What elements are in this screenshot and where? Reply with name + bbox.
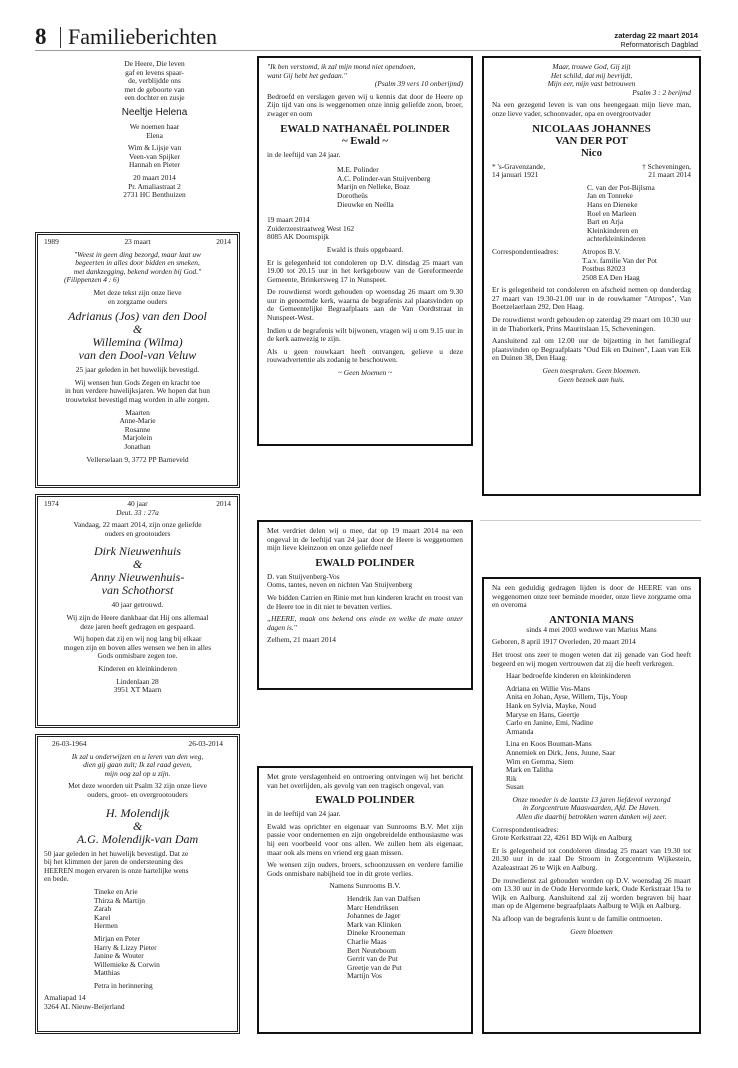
deceased-name: VAN DER POT xyxy=(555,134,628,147)
after-text: Na afloop van de begrafenis kunt u de familie ontmoeten. xyxy=(492,914,663,923)
closing-line: Geen bezoek aan huis. xyxy=(558,374,625,384)
child-name: Rosanne xyxy=(124,424,151,434)
wish-line: trouwtekst bevestigd mag worden in alle zorgen. xyxy=(65,394,210,404)
family-name: Marijn en Nelleke, Boaz xyxy=(337,182,410,192)
corr-label: Correspondentieadres: xyxy=(492,246,559,256)
comfort-text: Het troost ons zeer te mogen weten dat zij genade van God heeft begeerd en wij mogen vertrouwen dat zij die heeft verkregen. xyxy=(492,649,691,668)
family-name: Mark en Talitha xyxy=(506,765,553,775)
address-line: Vellerselaan 9, 3772 PP Barneveld xyxy=(86,454,189,464)
family-name: M.E. Polinder xyxy=(337,165,379,175)
widow-line: sinds 4 mei 2003 weduwe van Marius Mans xyxy=(526,624,657,634)
text-line: bij het klimmen der jaren de ondersteuning des xyxy=(44,857,183,867)
family-name: Carlo en Janine, Emi, Nadine xyxy=(506,718,594,728)
couple-name: H. Molendijk xyxy=(105,805,170,820)
family-name: Janine & Wouter xyxy=(94,951,144,961)
family-name: Zarah xyxy=(94,904,112,914)
bible-quote xyxy=(44,251,231,277)
home-line: Ewald is thuis opgebaard. xyxy=(326,244,404,254)
quote-line: Maar, trouwe God, Gij zijt xyxy=(552,62,631,71)
child-name: Marjolein xyxy=(122,433,153,443)
text-line: gaf en levens spaar- xyxy=(125,67,184,77)
obituary-ewald-family xyxy=(257,56,473,446)
family-line: Kinderen en kleinkinderen xyxy=(98,663,177,673)
deceased-nickname: ~ Ewald ~ xyxy=(341,134,389,147)
family-name: Wim en Gemma, Siem xyxy=(506,756,574,766)
quote-line: Mijn eer, mijn vast betrouwen xyxy=(547,79,636,89)
anniversary-50-ad xyxy=(35,734,240,1034)
intro-line: Vandaag, 22 maart 2014, zijn onze geliefde xyxy=(73,520,202,530)
text-line: de, verblijdde ons xyxy=(128,76,181,86)
ampersand: & xyxy=(132,322,143,337)
signatory-name: Mark van Klinken xyxy=(347,919,402,929)
death-line: † Scheveningen, xyxy=(642,161,691,171)
married-text xyxy=(44,850,231,884)
header-date: zaterdag 22 maart 2014 xyxy=(614,31,698,40)
header-paper: Reformatorisch Dagblad xyxy=(620,40,698,49)
on-behalf-line: Namens Sunrooms B.V. xyxy=(329,881,401,891)
family-name: Dorotheüs xyxy=(337,190,368,200)
parent-line: Veen-van Spijker xyxy=(128,151,181,161)
intro-text: Na een geduldig gedragen lijden is door de HEERE van ons weggenomen onze teer beminde moeder, onze lieve zorgzame oma en overoma xyxy=(492,583,691,610)
corr-line: 2508 EA Den Haag xyxy=(582,272,640,282)
married-line: 25 jaar geleden in het huwelijk bevestigd. xyxy=(75,365,200,375)
address-line: 3951 XT Maarn xyxy=(113,685,162,695)
quote-ref: Psalm 3 : 2 berijmd xyxy=(632,87,691,97)
intro-line: Met deze tekst zijn onze lieve xyxy=(93,287,182,297)
quote-line: mijn oog zal op u zijn. xyxy=(104,768,171,778)
family-name: Maryse en Hans, Geertje xyxy=(506,709,580,719)
quote-line: Ik zal u onderwijzen en u leren van den weg, xyxy=(71,751,204,761)
address-line: 2731 HC Benthuizen xyxy=(123,190,186,200)
address-line: 8085 AK Doornspijk xyxy=(267,232,330,242)
date-row xyxy=(44,740,231,749)
child-name: Jonathan xyxy=(124,441,151,451)
couple-name: van Schothorst xyxy=(101,583,174,598)
quote-line: Het schild, dat mij bevrijdt, xyxy=(550,70,633,80)
address-line: Amaliapad 14 xyxy=(44,993,86,1003)
family-name: achterkleinkinderen xyxy=(587,234,646,244)
intro-line: ouders en grootouders xyxy=(104,528,171,538)
quote-line: met dankzegging, bekend worden bij God." xyxy=(73,266,202,276)
birth-lines xyxy=(88,60,221,103)
quote-line: "Weest in geen ding bezorgd, maar laat uw xyxy=(74,249,201,259)
family-name: A.C. Polinder-van Stuijvenberg xyxy=(337,173,431,183)
ampersand: & xyxy=(132,557,143,572)
header-divider xyxy=(60,27,61,48)
family-name: Tineke en Arie xyxy=(94,886,138,896)
corr-line: Atropos B.V. xyxy=(582,246,621,256)
text-line: 50 jaar geleden in het huwelijk bevestigd. Dat ze xyxy=(44,848,189,858)
obituary-ewald-grandmother xyxy=(257,520,473,690)
quote-line: begeerten in alles door bidden en smeken, xyxy=(75,258,200,268)
page-number: 8 xyxy=(35,24,46,49)
thanks-line: Allen die daarbij betrokken waren danken wij zeer. xyxy=(516,812,667,822)
place-date: Zelhem, 21 maart 2014 xyxy=(267,635,336,645)
year-to: 2014 xyxy=(216,499,231,508)
signatory-name: Johannes de Jager xyxy=(347,911,401,921)
family-name: Dieuwke en Neëlla xyxy=(337,199,394,209)
anniversary-40-ad xyxy=(35,494,240,728)
address-line: Pr. Amaliastraat 2 xyxy=(128,181,181,191)
wish-text: We wensen zijn ouders, broers, schoonzussen en verdere familie Gods onmisbare nabijheid toe in dit grote verlies. xyxy=(267,860,463,878)
family-group-1 xyxy=(492,685,691,737)
family-name: Roel en Marleen xyxy=(587,208,637,218)
column-divider xyxy=(480,520,701,521)
deceased-nickname: Nico xyxy=(581,146,602,159)
burial-text: Aansluitend zal om 12.00 uur de bijzetting in het familiegraf plaatsvinden op Begraafplaats "Oud Eik en Duinen", Laan van Eik en Duinen 38, Den Haag. xyxy=(492,336,691,363)
intro-line: en zorgzame ouders xyxy=(108,296,167,306)
wish-line: Wij wensen hun Gods Zegen en kracht toe xyxy=(74,377,201,387)
family-group-2 xyxy=(492,740,691,792)
couple-name: Anny Nieuwenhuis- xyxy=(90,570,185,585)
birth-announcement xyxy=(88,56,221,222)
family-heading: Haar bedroefde kinderen en kleinkinderen xyxy=(506,671,631,681)
year-to: 2014 xyxy=(216,237,231,246)
family-name: Willemieke & Corwin xyxy=(94,959,160,969)
family-name: Kleinkinderen en xyxy=(587,225,639,235)
signatory-name: Gerrit van de Put xyxy=(347,954,398,964)
signatory-name: Bert Neuteboom xyxy=(347,945,397,955)
family-name: Matthias xyxy=(94,968,120,978)
text-line: een dochter en zusje xyxy=(124,93,185,103)
ampersand: & xyxy=(132,818,143,833)
closing-line: Geen toespraken. Geen bloemen. xyxy=(542,366,641,376)
condolence-text: Er is gelegenheid tot condoleren en afscheid nemen op donderdag 27 maart van 19.30-21.00 uur in de rouwkamer "Atropos", Van Boetzelaerlaan 292, Den Haag. xyxy=(492,285,691,312)
deceased-name: EWALD NATHANAËL POLINDER xyxy=(280,122,450,135)
thanks-line: Wij zijn de Heere dankbaar dat Hij ons allemaal xyxy=(66,612,209,622)
family-name: Mirjan en Peter xyxy=(94,933,140,943)
date-row xyxy=(44,238,231,247)
obituary-antonia xyxy=(482,577,701,1034)
signatory-name: Greetje van de Put xyxy=(347,962,402,972)
address-line: 20 maart 2014 xyxy=(133,172,176,182)
quote-line: "Ik ben verstomd, ik zal mijn mond niet opendoen, xyxy=(267,62,416,71)
family-list xyxy=(492,184,691,244)
quote-text: „HEERE, maak ons bekend ons einde en welke de mate onzer dagen is." xyxy=(267,614,463,632)
intro-line: ouders, groot- en overgrootouders xyxy=(87,789,188,799)
body-text: Ewald was oprichter en eigenaar van Sunrooms B.V. Met zijn passie voor ondernemen en zijn ongebreidelde enthousiasme was hij een voorbeeld voor ons allen. We zullen hem als eigenaar, maar ook als mens en vriend erg gaan missen. xyxy=(267,821,463,857)
family-name: Jan en Tonneke xyxy=(587,191,633,201)
family-group-2 xyxy=(44,935,231,978)
intro-text: Met grote verslagenheid en ontroering ontvingen wij het bericht van het overlijden, als gevolg van een tragisch ongeval, van xyxy=(267,772,463,790)
years-label: 40 jaar xyxy=(127,499,148,508)
deceased-name: EWALD POLINDER xyxy=(315,794,415,807)
address-line: 3264 AL Nieuw-Beijerland xyxy=(44,1002,125,1012)
address-line: Lindenlaan 28 xyxy=(116,676,159,686)
age-line: in de leeftijd van 24 jaar. xyxy=(267,809,341,819)
intro-text: Na een gezegend leven is van ons heengegaan mijn lieve man, onze lieve vader, schoonvader, opa en overgrootvader xyxy=(492,100,691,118)
signatory-name: Dineke Krooneman xyxy=(347,928,406,938)
hope-line: Gods onmisbare zegen toe. xyxy=(97,651,178,661)
condolence-text: Er is gelegenheid tot condoleren op D.V. dinsdag 25 maart van 19.00 tot 20.15 uur in het kerkgebouw van de Gereformeerde Gemeente, Brinkersweg 17 in Nunspeet. xyxy=(267,257,463,284)
family-name: Thirza & Martijn xyxy=(94,895,145,905)
child-name: Maarten xyxy=(125,407,150,417)
bible-quote xyxy=(267,63,463,80)
family-group-1 xyxy=(44,888,231,931)
condolence-text: Er is gelegenheid tot condoleren dinsdag 25 maart van 19.30 tot 20.30 uur in de zaal De Stroom in Zorgcentrum Wijkestein, Azaleastraat 26 te Wijk en Aalburg. xyxy=(492,845,691,873)
card-text: Als u geen rouwkaart heeft ontvangen, gelieve u deze rouwadvertentie als zodanig te beschouwen. xyxy=(267,346,463,365)
attend-text: Indien u de begrafenis wilt bijwonen, vragen wij u om 9.15 uur in de kerk aanwezig te zijn. xyxy=(267,325,463,344)
corr-line: T.a.v. familie Van der Pot xyxy=(582,255,657,265)
family-name: Annemiek en Dirk, Jens, Juune, Saar xyxy=(506,747,616,757)
intro-text: Bedroefd en verslagen geven wij u kennis dat door de Heere op Zijn tijd van ons is weggenomen onze innig geliefde zoon, broer, zwager en oom xyxy=(267,91,463,118)
family-name: Bart en Arja xyxy=(587,217,624,227)
deceased-name: NICOLAAS JOHANNES xyxy=(532,122,651,135)
hope-line: mogen zijn en boven alles wensen we hen in alles xyxy=(63,642,212,652)
family-name: Hermen xyxy=(94,921,118,931)
intro-text: Met verdriet delen wij u mee, dat op 19 maart 2014 na een ongeval in de leeftijd van 24 jaar door de Heere is weggenomen mijn lieve kleinzoon en onze geliefde neef xyxy=(267,526,463,553)
deceased-name: ANTONIA MANS xyxy=(549,613,634,626)
couple-name: Dirk Nieuwenhuis xyxy=(94,544,181,559)
text-line: De Heere, Die leven xyxy=(124,59,185,68)
quote-ref: (Psalm 39 vers 10 onberijmd) xyxy=(374,79,463,89)
wish-text: We bidden Catrien en Rinie met hun kinderen kracht en troost van de Heere toe in dit niet te bevatten verlies. xyxy=(267,592,463,611)
signatory-name: Martijn Vos xyxy=(347,971,382,981)
corr-address xyxy=(582,248,657,282)
quote-line: dien gij gaan zult; Ik zal raad geven, xyxy=(83,760,192,770)
address-line: 19 maart 2014 xyxy=(267,215,310,225)
text-line: HEEREN mogen ervaren is onze hartelijke wens xyxy=(44,865,189,875)
text-line: en bede. xyxy=(44,874,69,884)
family-name: Hank en Sylvia, Mayke, Noud xyxy=(506,700,596,710)
thanks-text xyxy=(492,796,691,822)
family-line: Ooms, tantes, neven en nichten Van Stuijvenberg xyxy=(267,580,413,590)
hope-line: Wij hopen dat zij en wij nog lang bij elkaar xyxy=(73,634,202,644)
signatory-name: Marc Hendriksen xyxy=(347,902,399,912)
quote-ref: (Filippenzen 4 : 6) xyxy=(64,275,120,285)
date-to: 26-03-2014 xyxy=(188,739,223,748)
signatory-name: Hendrik Jan van Dalfsen xyxy=(347,893,421,903)
family-name: Lina en Koos Bouman-Mans xyxy=(506,739,592,749)
family-name: Armanda xyxy=(506,726,534,736)
address-line: Zuiderzeestraatweg West 162 xyxy=(267,223,355,233)
text-line: Elena xyxy=(146,130,163,140)
anniversary-25-ad xyxy=(35,232,240,488)
obituary-ewald-sunrooms xyxy=(257,766,473,1034)
death-block xyxy=(642,163,691,180)
couple-name: van den Dool-van Veluw xyxy=(78,348,197,363)
thanks-line: deze jaren heeft gedragen en gespaard. xyxy=(80,621,195,631)
psalm-quote xyxy=(492,63,691,89)
couple-name: Adrianus (Jos) van den Dool xyxy=(68,309,207,324)
family-line: D. van Stuijvenberg-Vos xyxy=(267,571,340,581)
death-line: 21 maart 2014 xyxy=(648,170,691,180)
corr-address: Grote Kerkstraat 22, 4261 BD Wijk en Aalburg xyxy=(492,833,632,843)
birth-death-row xyxy=(492,163,691,180)
bible-ref: Deut. 33 : 27a xyxy=(116,507,159,517)
age-line: in de leeftijd van 24 jaar. xyxy=(267,149,341,159)
married-line: 40 jaar getrouwd. xyxy=(111,600,164,610)
family-name: Karel xyxy=(94,912,111,922)
deceased-name: EWALD POLINDER xyxy=(315,556,415,569)
intro-line: Met deze woorden uit Psalm 32 zijn onze lieve xyxy=(68,781,207,791)
thanks-line: Onze moeder is de laatste 13 jaren liefdevol verzorgd xyxy=(512,794,671,804)
memory-line: Petra in herinnering xyxy=(94,980,153,990)
corr-label: Correspondentieadres: xyxy=(492,824,559,834)
flowers-line: Geen bloemen xyxy=(570,926,613,936)
baby-name: Neeltje Helena xyxy=(121,106,188,118)
wish-line: in hun verdere huwelijksjaren. We hopen dat hun xyxy=(65,386,210,396)
family-name: Susan xyxy=(506,782,524,792)
birth-line: 14 januari 1921 xyxy=(492,170,539,180)
family-list xyxy=(267,166,463,209)
flowers-line: ~ Geen bloemen ~ xyxy=(337,368,393,378)
bible-quote xyxy=(44,753,231,779)
children-list xyxy=(44,409,231,452)
funeral-text: De rouwdienst wordt gehouden op zaterdag 29 maart om 10.30 uur in de Thaborkerk, Prins Mauritslaan 15, Scheveningen. xyxy=(492,315,691,333)
thanks-line: in Zorgcentrum Maasvaarden, Afd. De Haven. xyxy=(522,803,661,813)
date-from: 26-03-1964 xyxy=(52,739,87,748)
parent-line: Wim & Lijsje van xyxy=(127,143,182,153)
family-name: Harry & Lizzy Pieter xyxy=(94,942,157,952)
birth-line: * 's-Gravenzande, xyxy=(492,161,546,171)
obituary-nico xyxy=(482,56,701,496)
date-label: 23 maart xyxy=(124,237,151,246)
corr-line: Postbus 82023 xyxy=(582,264,626,274)
couple-name: A.G. Molendijk-van Dam xyxy=(76,831,199,846)
parent-line: Hannah en Pieter xyxy=(129,160,180,170)
child-name: Anne-Marie xyxy=(119,416,156,426)
family-name: Adriana en Willie Vos-Mans xyxy=(506,683,591,693)
text-line: met de geboorte van xyxy=(124,84,185,94)
birth-block xyxy=(492,163,545,180)
dates-line: Geboren, 8 april 1917 Overleden, 20 maart 2014 xyxy=(492,637,636,647)
signatories xyxy=(267,895,463,981)
quote-line: want Gij hebt het gedaan." xyxy=(267,70,347,80)
family-name: Anita en Johan, Ayse, Willem, Tijs, Youp xyxy=(506,692,628,702)
signatory-name: Charlie Maas xyxy=(347,936,387,946)
couple-name: Willemina (Wilma) xyxy=(92,335,183,350)
funeral-text: De rouwdienst zal gehouden worden op D.V. woensdag 26 maart om 13.30 uur in de Oude Hervormde kerk, Oude Kerkstraat 19a te Wijk en Aalburg. Aansluitend zal zij worden begraven bij haar man op de Algemene begraafplaats Aalburg te Wijk en Aalburg. xyxy=(492,875,691,911)
family-name: Hans en Dieneke xyxy=(587,199,638,209)
section-title: Familieberichten xyxy=(68,24,218,49)
funeral-text: De rouwdienst wordt gehouden op woensdag 26 maart om 9.30 uur in genoemde kerk, waarna de begrafenis zal plaatsvinden op de Gemeentelijke Begraafplaats aan de Van Oordtstraat in Nunspeet-West. xyxy=(267,287,463,323)
correspondence xyxy=(492,248,691,282)
header-rule xyxy=(35,50,701,51)
family-name: Rik xyxy=(506,773,517,783)
family-name: C. van der Pot-Bijlsma xyxy=(587,182,655,192)
year-from: 1974 xyxy=(44,499,59,508)
text-line: We noemen haar xyxy=(129,121,180,131)
year-from: 1989 xyxy=(44,237,59,246)
